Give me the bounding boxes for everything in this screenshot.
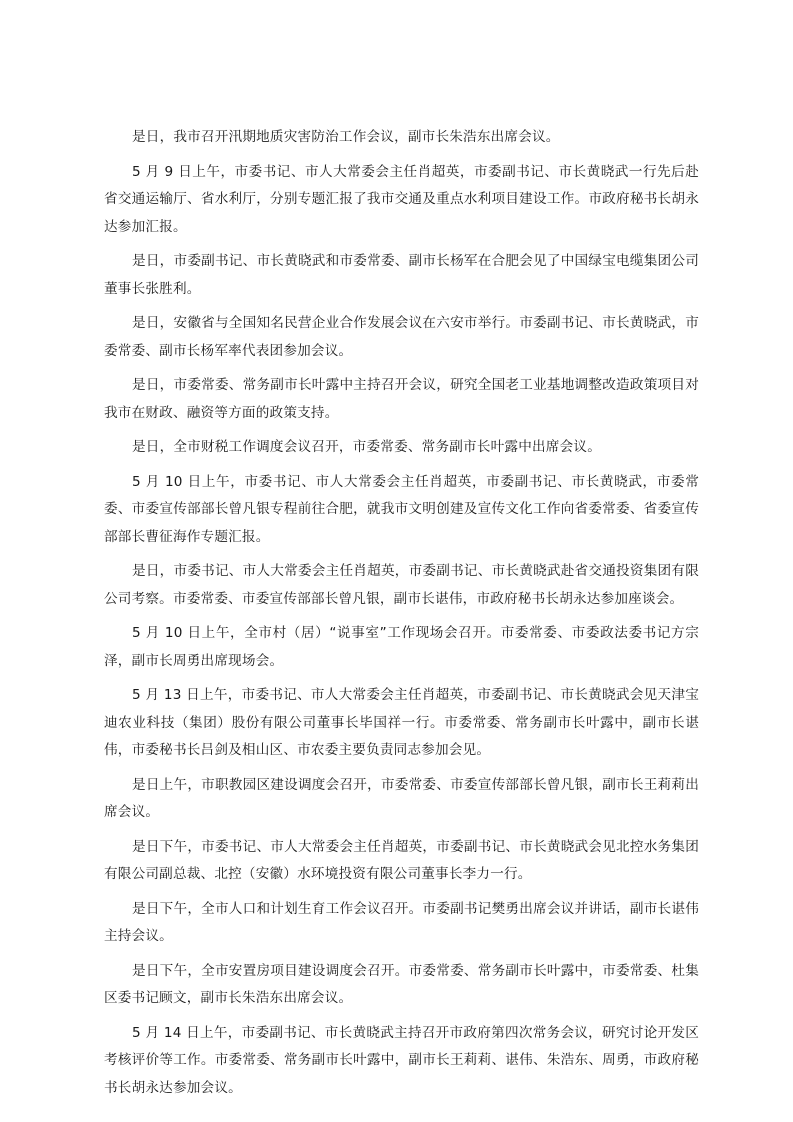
paragraph: 是日，市委常委、常务副市长叶露中主持召开会议，研究全国老工业基地调整改造政策项目对我市在财政、融资等方面的政策支持。	[104, 377, 699, 421]
paragraph: 5 月 14 日上午，市委副书记、市长黄晓武主持召开市政府第四次常务会议，研究讨论开发区考核评价等工作。市委常委、常务副市长叶露中，副市长王莉莉、谌伟、朱浩东、周勇，市政府秘书长胡永达参加会议。	[104, 1024, 699, 1096]
paragraph: 是日下午，全市安置房项目建设调度会召开。市委常委、常务副市长叶露中，市委常委、杜集区委书记顾文，副市长朱浩东出席会议。	[104, 962, 699, 1006]
paragraph: 5 月 10 日上午，市委书记、市人大常委会主任肖超英，市委副书记、市长黄晓武，市委常委、市委宣传部部长曾凡银专程前往合肥，就我市文明创建及宣传文化工作向省委常委、省委宣传部部长曹征海作专题汇报。	[104, 473, 699, 545]
document-body	[104, 124, 699, 1109]
paragraph: 是日，安徽省与全国知名民营企业合作发展会议在六安市举行。市委副书记、市长黄晓武，市委常委、副市长杨军率代表团参加会议。	[104, 315, 699, 359]
paragraph: 是日，市委书记、市人大常委会主任肖超英，市委副书记、市长黄晓武赴省交通投资集团有限公司考察。市委常委、市委宣传部部长曾凡银，副市长谌伟，市政府秘书长胡永达参加座谈会。	[104, 563, 699, 607]
paragraph: 5 月 13 日上午，市委书记、市人大常委会主任肖超英，市委副书记、市长黄晓武会见天津宝迪农业科技（集团）股份有限公司董事长毕国祥一行。市委常委、常务副市长叶露中，副市长谌伟，市委秘书长吕剑及相山区、市农委主要负责同志参加会见。	[104, 687, 699, 758]
paragraph: 5 月 9 日上午，市委书记、市人大常委会主任肖超英，市委副书记、市长黄晓武一行先后赴省交通运输厅、省水利厅，分别专题汇报了我市交通及重点水利项目建设工作。市政府秘书长胡永达参加汇报。	[104, 163, 699, 235]
paragraph: 是日下午，全市人口和计划生育工作会议召开。市委副书记樊勇出席会议并讲话，副市长谌伟主持会议。	[104, 900, 699, 944]
paragraph: 5 月 10 日上午，全市村（居）“说事室”工作现场会召开。市委常委、市委政法委书记方宗泽，副市长周勇出席现场会。	[104, 625, 699, 669]
paragraph: 是日，我市召开汛期地质灾害防治工作会议，副市长朱浩东出席会议。	[132, 129, 560, 145]
paragraph: 是日上午，市职教园区建设调度会召开，市委常委、市委宣传部部长曾凡银，副市长王莉莉出席会议。	[104, 776, 699, 820]
paragraph: 是日，市委副书记、市长黄晓武和市委常委、副市长杨军在合肥会见了中国绿宝电缆集团公司董事长张胜利。	[104, 253, 699, 297]
paragraph: 是日下午，市委书记、市人大常委会主任肖超英，市委副书记、市长黄晓武会见北控水务集团有限公司副总裁、北控（安徽）水环境投资有限公司董事长李力一行。	[104, 838, 699, 882]
paragraph: 是日，全市财税工作调度会议召开，市委常委、常务副市长叶露中出席会议。	[132, 439, 601, 455]
